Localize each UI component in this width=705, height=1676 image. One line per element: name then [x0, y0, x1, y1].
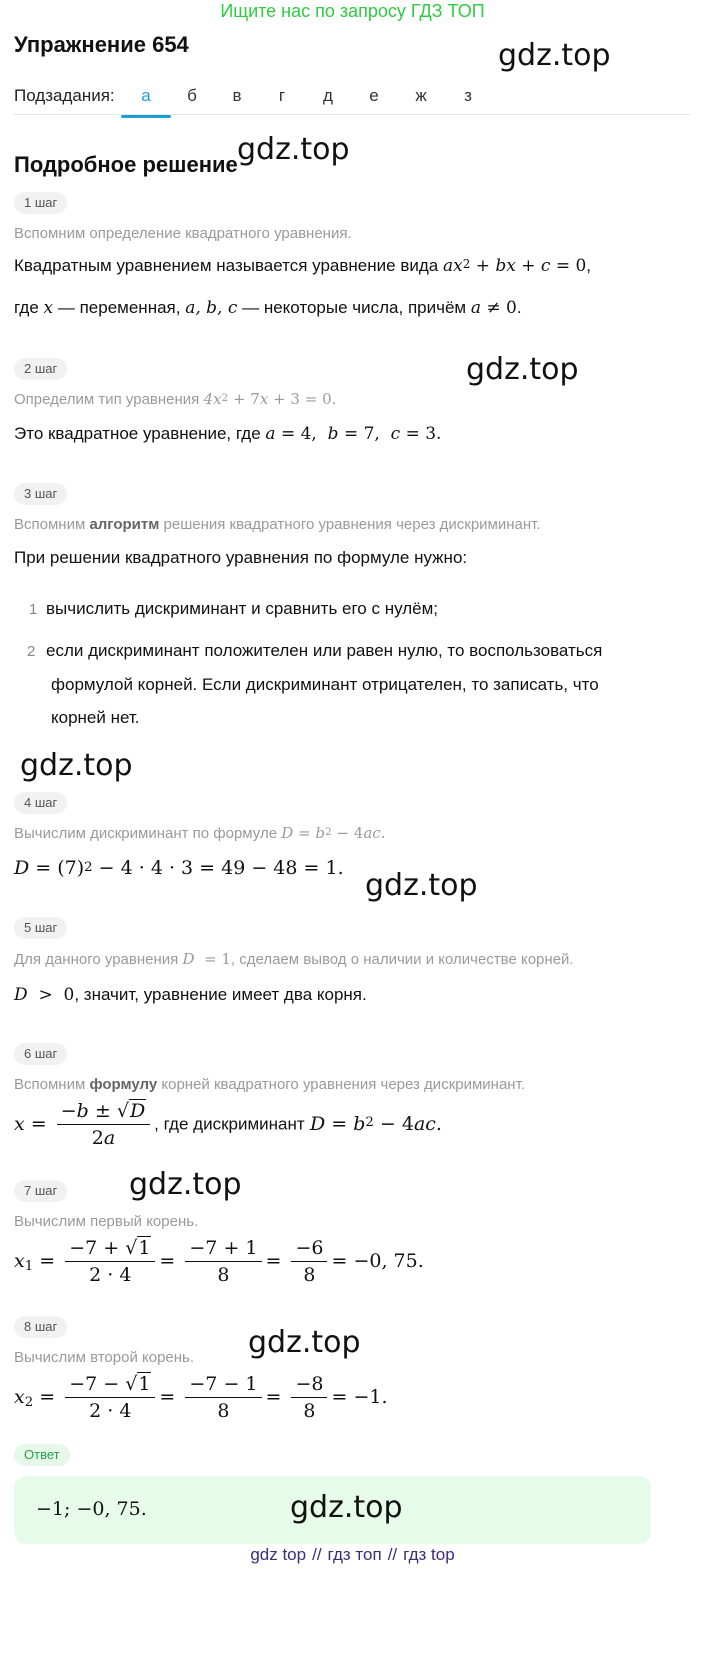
step-hint-bold: алгоритм — [89, 516, 160, 533]
step-badge: 7 шаг — [14, 1180, 67, 1202]
step-text-part: , где дискриминант — [154, 1114, 305, 1134]
step-text: Квадратным уравнением называется уравнение вида $ax^2$ + bx + c = 0, — [14, 256, 592, 276]
step-formula — [14, 1100, 442, 1149]
tab-v[interactable]: в — [232, 86, 242, 105]
tab-d[interactable]: д — [323, 86, 333, 105]
step-formula — [14, 1373, 388, 1422]
step-text-part: Это квадратное уравнение, где — [14, 424, 261, 443]
footer-links — [0, 1545, 705, 1565]
step-badge: 1 шаг — [14, 192, 67, 214]
watermark: gdz.top — [498, 38, 611, 73]
formula: $D = (7)^2 - 4 \cdot 4 \cdot 3 = 49 - 48 = 1$. — [14, 857, 344, 879]
solution-heading: Подробное решение — [14, 152, 238, 177]
step-hint-part: корней квадратного уравнения через дискриминант. — [161, 1076, 525, 1093]
step-text: При решении квадратного уравнения по формуле нужно: — [14, 548, 468, 567]
step-hint: Вычислим второй корень. — [14, 1349, 195, 1366]
step-hint-part: , сделаем вывод о наличии и количестве корней. — [230, 951, 574, 968]
step-text-part: — переменная, — [57, 298, 181, 317]
footer-link[interactable]: гдз топ — [327, 1545, 382, 1564]
list-number: 2 — [27, 643, 36, 660]
step-hint-part: Вычислим дискриминант по формуле — [14, 825, 278, 842]
formula: a = 4, b = 7, c = 3. — [265, 424, 442, 444]
watermark: gdz.top — [466, 352, 579, 387]
step-hint — [14, 824, 385, 842]
step-text-part: где — [14, 298, 39, 317]
formula: $ax^2$ + bx + c = 0 — [442, 256, 587, 276]
step-formula — [14, 1237, 424, 1286]
list-item: формулой корней. Если дискриминант отрицателен, то записать, что — [51, 675, 599, 694]
formula: x = $\frac{-b \pm √D}{2a}$ — [14, 1113, 154, 1135]
formula: $4x^2 + 7x + 3 = 0$. — [203, 390, 337, 408]
formula: $x_1$ = $\frac{-7 + √1}{2 \cdot 4}$ = $\frac{-7 + 1}{8}$ = $\frac{-6}{8}$ = −0, 75. — [14, 1237, 424, 1286]
subtasks-bar — [14, 84, 691, 115]
watermark: gdz.top — [20, 748, 133, 783]
formula: a ≠ 0 — [470, 298, 517, 318]
tab-b[interactable]: б — [187, 86, 197, 105]
step-badge: 6 шаг — [14, 1043, 67, 1065]
step-hint — [14, 950, 574, 968]
step-badge: 3 шаг — [14, 483, 67, 505]
formula: $D = b^2 - 4ac$. — [281, 824, 386, 842]
watermark: gdz.top — [365, 868, 478, 903]
step-hint-part: Определим тип уравнения — [14, 391, 200, 408]
list-item: если дискриминант положителен или равен нулю, то воспользоваться — [46, 641, 603, 660]
step-hint: Вычислим первый корень. — [14, 1213, 199, 1230]
step-hint-part: Для данного уравнения — [14, 951, 179, 968]
page-title: Упражнение 654 — [14, 32, 189, 57]
watermark: gdz.top — [237, 132, 350, 167]
formula: D = 1 — [182, 950, 231, 968]
step-badge: 8 шаг — [14, 1316, 67, 1338]
step-text-part: Квадратным уравнением называется уравнение вида — [14, 256, 439, 275]
step-hint-part: Вспомним — [14, 1076, 86, 1093]
step-hint-part: Вспомним — [14, 516, 86, 533]
answer-value: −1; −0, 75. — [36, 1498, 147, 1520]
formula: D > 0 — [14, 985, 75, 1005]
step-badge: 4 шаг — [14, 792, 67, 814]
formula: a, b, c — [185, 298, 238, 318]
footer-separator: // — [387, 1545, 398, 1564]
tab-g[interactable]: г — [278, 86, 286, 105]
step-text-part: , значит, уравнение имеет два корня. — [74, 985, 367, 1004]
promo-banner: Ищите нас по запросу ГДЗ ТОП — [220, 1, 485, 21]
list-item: вычислить дискриминант и сравнить его с нулём; — [46, 599, 439, 618]
footer-link[interactable]: gdz top — [250, 1545, 307, 1564]
subtasks-label: Подзадания: — [14, 86, 115, 105]
list-number: 1 — [29, 601, 38, 618]
step-badge: 2 шаг — [14, 358, 67, 380]
list-item: корней нет. — [51, 708, 140, 727]
tab-zh[interactable]: ж — [415, 86, 427, 105]
step-text-part: — некоторые числа, причём — [242, 298, 467, 317]
step-hint: Вспомним определение квадратного уравнения. — [14, 225, 352, 242]
step-formula — [14, 857, 344, 880]
formula: x — [43, 298, 54, 318]
step-text: где x — переменная, a, b, c — некоторые числа, причём a ≠ 0. — [14, 298, 522, 318]
step-hint — [14, 516, 541, 533]
footer-link[interactable]: гдз top — [403, 1545, 455, 1564]
step-hint — [14, 1076, 525, 1093]
step-hint-part: решения квадратного уравнения через дискриминант. — [163, 516, 541, 533]
formula: $x_2$ = $\frac{-7 - √1}{2 \cdot 4}$ = $\frac{-7 - 1}{8}$ = $\frac{-8}{8}$ = −1. — [14, 1373, 388, 1422]
step-text — [14, 424, 441, 444]
step-text — [14, 985, 367, 1005]
formula: $D = b^2 - 4ac$. — [309, 1112, 442, 1135]
watermark: gdz.top — [129, 1167, 242, 1202]
footer-separator: // — [312, 1545, 322, 1564]
step-hint — [14, 390, 336, 408]
step-hint-bold: формулу — [89, 1076, 158, 1093]
tab-e[interactable]: е — [369, 86, 379, 105]
tab-z[interactable]: з — [464, 86, 472, 105]
tab-a[interactable]: а — [129, 86, 163, 106]
watermark: gdz.top — [248, 1325, 361, 1360]
answer-badge: Ответ — [14, 1444, 70, 1466]
watermark: gdz.top — [290, 1490, 403, 1525]
step-badge: 5 шаг — [14, 917, 67, 939]
